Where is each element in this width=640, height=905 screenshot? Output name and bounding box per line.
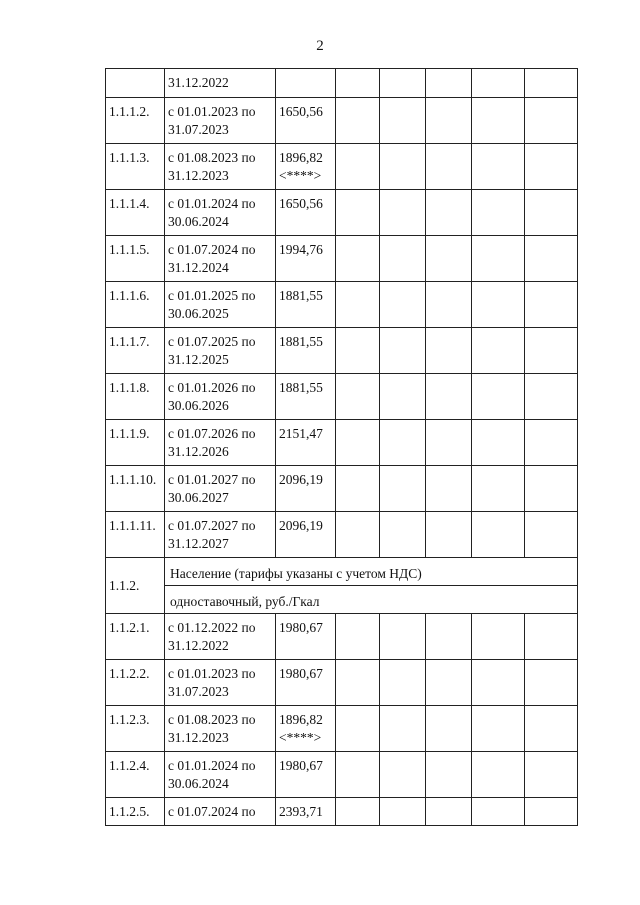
empty-cell [380,660,426,706]
empty-cell [380,706,426,752]
period-cell [165,328,276,374]
tariff-value-cell [276,236,336,282]
table-row [106,798,578,826]
empty-cell [426,660,472,706]
empty-cell [472,466,525,512]
table-row [106,144,578,190]
empty-cell [525,328,578,374]
row-number: 1.1.1.11. [106,512,165,558]
table-row [106,420,578,466]
empty-cell [426,282,472,328]
empty-cell [336,660,380,706]
row-number: 1.1.1.9. [106,420,165,466]
empty-cell [426,328,472,374]
empty-cell [426,420,472,466]
period-end: 31.12.2024 [168,260,229,275]
empty-cell [380,190,426,236]
empty-cell [426,706,472,752]
period-end: 31.12.2025 [168,352,229,367]
empty-cell [336,236,380,282]
period-cell [165,512,276,558]
empty-cell [336,420,380,466]
tariff-value: 1881,55 [279,334,323,349]
empty-cell [472,706,525,752]
empty-cell [336,69,380,98]
table-row-continuation [106,69,578,98]
row-number: 1.1.2.1. [106,614,165,660]
period-end: 30.06.2024 [168,776,229,791]
empty-cell [525,660,578,706]
empty-cell [426,236,472,282]
period-start: с 01.01.2025 по [168,288,256,303]
table-row [106,328,578,374]
row-number: 1.1.1.10. [106,466,165,512]
tariff-value-cell [276,374,336,420]
tariff-value-cell [276,190,336,236]
empty-cell [426,190,472,236]
period-end: 31.12.2023 [168,168,229,183]
period-start: с 01.07.2024 по [168,804,256,819]
tariff-value-cell [276,98,336,144]
tariff-value: 1980,67 [279,758,323,773]
empty-cell [336,614,380,660]
period-start: с 01.01.2027 по [168,472,256,487]
period-start: с 01.01.2024 по [168,758,256,773]
tariff-value: 1980,67 [279,666,323,681]
empty-cell [380,752,426,798]
section-number: 1.1.2. [106,558,165,614]
period-end: 30.06.2025 [168,306,229,321]
empty-cell [380,144,426,190]
tariff-value-cell [276,144,336,190]
tariff-value-cell [276,328,336,374]
empty-cell [525,144,578,190]
row-number: 1.1.2.2. [106,660,165,706]
empty-cell [336,706,380,752]
empty-cell [472,328,525,374]
table-row [106,282,578,328]
tariff-value-cell [276,798,336,826]
tariff-value-cell [276,706,336,752]
period-cell [165,98,276,144]
tariff-value-cell [276,660,336,706]
empty-cell [525,512,578,558]
period-start: с 01.01.2026 по [168,380,256,395]
empty-cell [525,236,578,282]
tariff-value: 1881,55 [279,380,323,395]
tariff-value: 1650,56 [279,104,323,119]
empty-cell [380,374,426,420]
empty-cell [472,660,525,706]
period-cell [165,706,276,752]
period-cell [165,614,276,660]
period-end: 31.12.2023 [168,730,229,745]
period-end: 31.07.2023 [168,122,229,137]
period-cell [165,190,276,236]
empty-cell [426,144,472,190]
empty-cell [472,752,525,798]
empty-cell [380,69,426,98]
period-end: 30.06.2026 [168,398,229,413]
tariff-value-cell [276,466,336,512]
empty-cell [472,98,525,144]
table-row [106,512,578,558]
empty-cell [472,69,525,98]
period-cell [165,798,276,826]
empty-cell [525,98,578,144]
period-start: с 01.01.2024 по [168,196,256,211]
period-start: с 01.08.2023 по [168,150,256,165]
empty-cell [336,466,380,512]
empty-cell [380,236,426,282]
empty-cell [525,466,578,512]
empty-cell [336,328,380,374]
empty-cell [380,282,426,328]
table-row [106,190,578,236]
period-cell [165,374,276,420]
row-number: 1.1.1.4. [106,190,165,236]
period-start: с 01.07.2025 по [168,334,256,349]
empty-cell [472,512,525,558]
table-row [106,660,578,706]
row-number: 1.1.1.6. [106,282,165,328]
period-end: 30.06.2024 [168,214,229,229]
period-cell [165,660,276,706]
tariff-value: 1896,82 [279,712,323,727]
empty-cell [426,466,472,512]
row-number: 1.1.2.3. [106,706,165,752]
period-cell [165,144,276,190]
page-number: 2 [316,38,324,54]
table-row [106,752,578,798]
empty-cell [426,98,472,144]
tariff-value: 1980,67 [279,620,323,635]
table-row [106,466,578,512]
empty-cell [336,752,380,798]
table-row [106,614,578,660]
empty-cell [472,190,525,236]
empty-cell [472,614,525,660]
period-cell [165,282,276,328]
tariff-value: 2393,71 [279,804,323,819]
row-number: 1.1.1.2. [106,98,165,144]
tariff-value-cell [276,752,336,798]
period-start: с 01.01.2023 по [168,104,256,119]
tariff-value: 1994,76 [279,242,323,257]
tariff-value: 1650,56 [279,196,323,211]
empty-cell [525,752,578,798]
tariff-value: 1881,55 [279,288,323,303]
period-end: 31.12.2022 [168,75,229,90]
empty-cell [472,282,525,328]
empty-cell [426,374,472,420]
empty-cell [336,798,380,826]
section-row [106,586,578,614]
empty-cell [525,614,578,660]
period-end: 31.12.2026 [168,444,229,459]
period-cell [165,466,276,512]
empty-cell [380,328,426,374]
tariff-value-cell [276,420,336,466]
row-number: 1.1.1.5. [106,236,165,282]
empty-cell [472,144,525,190]
period-cell [165,420,276,466]
period-start: с 01.12.2022 по [168,620,256,635]
table-row [106,706,578,752]
value-cell [276,69,336,98]
empty-cell [426,752,472,798]
period-end: 31.12.2027 [168,536,229,551]
period-start: с 01.07.2027 по [168,518,256,533]
tariff-table-body [106,69,578,826]
empty-cell [472,374,525,420]
row-number: 1.1.1.8. [106,374,165,420]
period-start: с 01.08.2023 по [168,712,256,727]
tariff-note: <****> [279,168,322,183]
empty-cell [472,236,525,282]
empty-cell [525,374,578,420]
period-end: 31.12.2022 [168,638,229,653]
empty-cell [525,190,578,236]
empty-cell [426,69,472,98]
empty-cell [525,69,578,98]
row-number: 1.1.1.7. [106,328,165,374]
tariff-value-cell [276,512,336,558]
row-number: 1.1.1.3. [106,144,165,190]
table-row [106,374,578,420]
empty-cell [336,144,380,190]
period-start: с 01.07.2024 по [168,242,256,257]
empty-cell [525,282,578,328]
empty-cell [525,798,578,826]
tariff-note: <****> [279,730,322,745]
empty-cell [380,420,426,466]
section-title: Население (тарифы указаны с учетом НДС) [165,558,578,586]
period-start: с 01.07.2026 по [168,426,256,441]
period-cell [165,752,276,798]
empty-cell [426,798,472,826]
period-cell [165,69,276,98]
tariff-table [105,68,578,826]
row-number: 1.1.2.4. [106,752,165,798]
empty-cell [472,420,525,466]
tariff-value-cell [276,614,336,660]
empty-cell [525,706,578,752]
period-cell [165,236,276,282]
num-cell [106,69,165,98]
empty-cell [380,614,426,660]
row-number: 1.1.2.5. [106,798,165,826]
tariff-value: 2151,47 [279,426,323,441]
empty-cell [472,798,525,826]
tariff-value: 2096,19 [279,472,323,487]
empty-cell [380,466,426,512]
tariff-value: 2096,19 [279,518,323,533]
table-row [106,98,578,144]
period-end: 31.07.2023 [168,684,229,699]
empty-cell [380,798,426,826]
tariff-value: 1896,82 [279,150,323,165]
empty-cell [380,512,426,558]
empty-cell [426,512,472,558]
table-row [106,236,578,282]
section-subtitle: одноставочный, руб./Гкал [165,586,578,614]
period-end: 30.06.2027 [168,490,229,505]
empty-cell [525,420,578,466]
empty-cell [336,282,380,328]
empty-cell [336,512,380,558]
empty-cell [336,374,380,420]
tariff-value-cell [276,282,336,328]
period-start: с 01.01.2023 по [168,666,256,681]
section-row [106,558,578,586]
empty-cell [336,98,380,144]
empty-cell [426,614,472,660]
empty-cell [380,98,426,144]
empty-cell [336,190,380,236]
